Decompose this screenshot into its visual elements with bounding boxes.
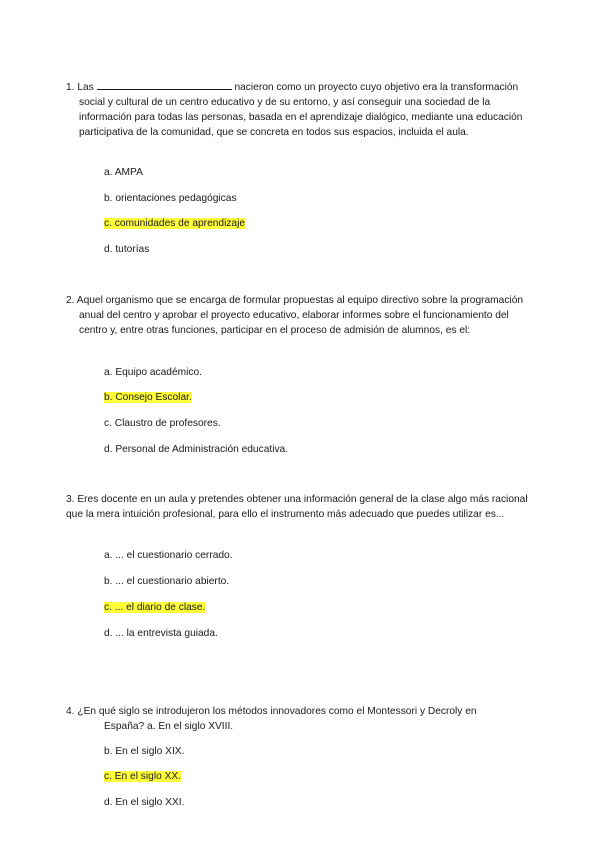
option-text: b. En el siglo XIX. bbox=[104, 746, 185, 757]
option-text: d. Personal de Administración educativa. bbox=[104, 444, 289, 455]
option-a bbox=[104, 548, 233, 563]
stem-pre-blank: Las bbox=[77, 82, 94, 93]
question-number: 2. bbox=[66, 295, 75, 306]
option-text-highlighted: b. Consejo Escolar. bbox=[104, 392, 192, 403]
option-text: b. orientaciones pedagógicas bbox=[104, 193, 237, 204]
fill-in-blank bbox=[97, 79, 232, 90]
question-4-stem-line-2 bbox=[104, 719, 233, 734]
option-a bbox=[104, 365, 202, 380]
option-text-highlighted: c. En el siglo XX. bbox=[104, 771, 182, 782]
option-a bbox=[104, 165, 143, 180]
option-d bbox=[104, 242, 149, 257]
option-b bbox=[104, 191, 237, 206]
question-2 bbox=[66, 293, 536, 338]
question-number: 4. bbox=[66, 706, 75, 717]
option-b bbox=[104, 574, 229, 589]
option-c-highlighted bbox=[104, 216, 245, 231]
option-text: a. AMPA bbox=[104, 167, 143, 178]
option-c bbox=[104, 416, 221, 431]
option-text: a. Equipo académico. bbox=[104, 367, 202, 378]
question-1 bbox=[66, 79, 536, 140]
stem-post-blank: nacieron como un proyecto cuyo objetivo era la transformación social y cultural de un centro educativo y de su entorno, y así conseguir una sociedad de la información para todas las personas, basada en el aprendizaje dialógico, mediante una educación participativa de la comunidad, que se concreta en todos sus espacios, incluida el aula. bbox=[79, 82, 523, 138]
option-d bbox=[104, 442, 288, 457]
option-text: d. En el siglo XXI. bbox=[104, 797, 185, 808]
stem-text: Eres docente en un aula y pretendes obtener una información general de la clase algo más racional que la mera intuición profesional, para ello el instrumento más adecuado que puedes utilizar es... bbox=[66, 494, 528, 520]
stem-text: ¿En qué siglo se introdujeron los métodos innovadores como el Montessori y Decroly en bbox=[77, 706, 477, 717]
option-text: d. ... la entrevista guiada. bbox=[104, 628, 218, 639]
option-c-highlighted bbox=[104, 600, 205, 615]
question-number: 1. bbox=[66, 82, 75, 93]
option-b bbox=[104, 744, 184, 759]
option-text-highlighted: c. comunidades de aprendizaje bbox=[104, 218, 246, 229]
option-d bbox=[104, 795, 184, 810]
stem-text: Aquel organismo que se encarga de formular propuestas al equipo directivo sobre la programación anual del centro y aprobar el proyecto educativo, elaborar informes sobre el funcionamiento del centro y, entre otras funciones, participar en el proceso de admisión de alumnos, es el: bbox=[76, 295, 524, 336]
question-3 bbox=[66, 492, 536, 522]
option-text: b. ... el cuestionario abierto. bbox=[104, 576, 230, 587]
option-text: c. Claustro de profesores. bbox=[104, 418, 221, 429]
option-c-highlighted bbox=[104, 769, 181, 784]
question-stem bbox=[66, 492, 536, 522]
question-stem bbox=[66, 293, 536, 338]
option-text: a. ... el cuestionario cerrado. bbox=[104, 550, 233, 561]
question-4 bbox=[66, 704, 477, 719]
option-text: d. tutorías bbox=[104, 244, 150, 255]
option-text-highlighted: c. ... el diario de clase. bbox=[104, 602, 206, 613]
option-b-highlighted bbox=[104, 390, 192, 405]
option-d bbox=[104, 626, 218, 641]
stem-text: España? a. En el siglo XVIII. bbox=[104, 721, 234, 732]
question-stem bbox=[66, 79, 536, 140]
question-number: 3. bbox=[66, 494, 75, 505]
